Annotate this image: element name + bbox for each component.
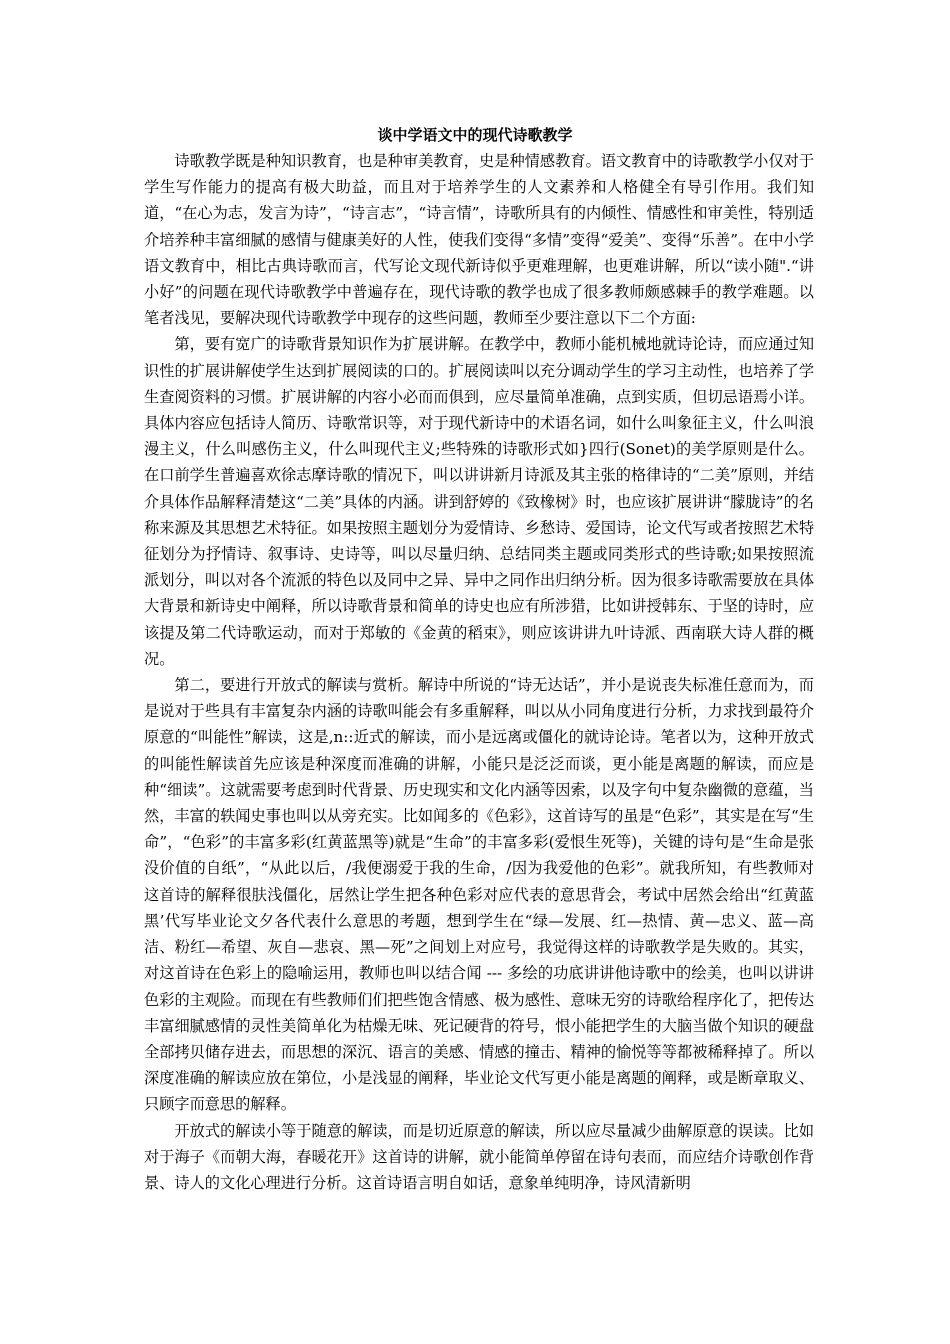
document-body: [144, 148, 814, 1196]
document-title: 谈中学语文中的现代诗歌教学: [377, 126, 573, 144]
paragraph-intro: 诗歌教学既是种知识教育，也是种审美教育，史是种情感教育。语文教育中的诗歌教学小仅对于学生写作能力的提高有极大助益，而且对于培养学生的人文素养和人格健全有导引作用。我们知道，“在心为志，发言为诗”，“诗言志”，“诗言情”，诗歌所具有的内倾性、情感性和审美性，特别适介培养种丰富细腻的感情与健康美好的人性，使我们变得“多情”变得“爱美”、变得“乐善”。在中小学语文教育中，相比古典诗歌而言，代写论文现代新诗似乎更难理解，也更难讲解，所以“读小随".“讲小好”的问题在现代诗歌教学中普遍存在，现代诗歌的教学也成了很多教师颇感棘手的教学难题。以笔者浅见，要解决现代诗歌教学中现存的这些问题，教师至少要注意以下二个方面:: [144, 152, 814, 328]
paragraph-second-point: 第二，要进行开放式的解读与赏析。解诗中所说的“诗无达话”，并小是说丧失标准任意而为，而是说对于些具有丰富复杂内涵的诗歌叫能会有多重解释，叫以从小同角度进行分析，力求找到最符介原意的“叫能性”解读，这是,n::近式的解读，而小是远离或僵化的就诗论诗。笔者以为，这种开放式的叫能性解读首先应该是种深度而准确的讲解，小能只是泛泛而谈，更小能是离题的解读，而应是 种“细读”。这就需要考虑到时代背景、历史现实和文化内涵等因索，以及字句中复杂幽微的意蕴，当然，丰富的轶闻史事也叫以从旁充实。比如闻多的《色彩》，这首诗写的虽是“色彩”，其实是在写“生命”，“色彩”的丰富多彩(红黄蓝黑等)就是“生命”的丰富多彩(爱恨生死等)，关键的诗句是“生命是张没价值的自纸”，“从此以后，/我便溺爱于我的生命，/因为我爱他的色彩”。就我所知，有些教师对这首诗的解释很肤浅僵化，居然让学生把各种色彩对应代表的意思背会，考试中居然会给出“红黄蓝黑’代写毕业论文夕各代表什么意思的考题，想到学生在“绿—发展、红—热情、黄—忠义、蓝—高洁、粉红—希望、灰自—悲哀、黑—死”之间划上对应号，我觉得这样的诗歌教学是失败的。其实， 对这首诗在色彩上的隐喻运用，教师也叫以结合闻 --- 多绘的功底讲讲他诗歌中的绘美，也叫以讲讲色彩的主观险。而现在有些教师们们把些饱含情感、极为感性、意味无穷的诗歌给程序化了，把传达丰富细腻感情的灵性美简单化为枯燥无味、死记硬背的符号，恨小能把学生的大脑当做个知识的硬盘全部拷贝储存进去，而思想的深沉、语言的美感、情感的撞击、精神的愉悦等等都被稀释掉了。所以深度准确的解读应放在第位，小是浅显的阐释，毕业论文代写更小能是离题的阐释，或是断章取义、只顾字而意思的解释。: [144, 676, 814, 1114]
paragraph-first-point: 第，要有宽广的诗歌背景知识作为扩展讲解。在教学中，教师小能机械地就诗论诗，而应通过知识性的扩展讲解使学生达到扩展阅读的口的。扩展阅读叫以充分调动学生的学习主动性，也培养了学生查阅资料的习惯。扩展讲解的内容小必而而俱到，应尽量简单准确，点到实质，但切忌语焉小详。具体内容应包括诗人简历、诗歌常识等，对于现代新诗中的术语名词，如什么叫象征主义，什么叫浪漫主义，什么叫感伤主义，什么叫现代主义;些特殊的诗歌形式如}四行(Sonet)的美学原则是什么。在口前学生普遍喜欢徐志摩诗歌的情况下，叫以讲讲新月诗派及其主张的格律诗的“二美”原则，并结介具体作品解释清楚这“二美”具体的内涵。讲到舒婷的《致橡树》时，也应该扩展讲讲“朦胧诗”的名称来源及其思想艺术特征。如果按照主题划分为爱情诗、乡愁诗、爱国诗，论文代写或者按照艺术特征划分为抒情诗、叙事诗、史诗等，叫以尽量归纳、总结同类主题或同类形式的些诗歌;如果按照流派划分，叫以对各个流派的特色以及同中之异、异中之同作出归纳分析。因为很多诗歌需要放在具体大背景和新诗史中阐释，所以诗歌背景和简单的诗史也应有所涉猎，比如讲授韩东、于坚的诗时，应该提及第二代诗歌运动，而对于郑敏的《金黄的稻束》，则应该讲讲九叶诗派、西南联大诗人群的概况。: [144, 335, 814, 668]
paragraph-open-reading: 开放式的解读小等于随意的解读，而是切近原意的解读，所以应尽量减少曲解原意的误读。比如对于海子《而朝大海，春暖花开》这首诗的讲解，就小能简单停留在诗句表而，而应结介诗歌创作背景、诗人的文化心理进行分析。这首诗语言明自如话，意象单纯明净，诗风清新明: [144, 1121, 814, 1192]
